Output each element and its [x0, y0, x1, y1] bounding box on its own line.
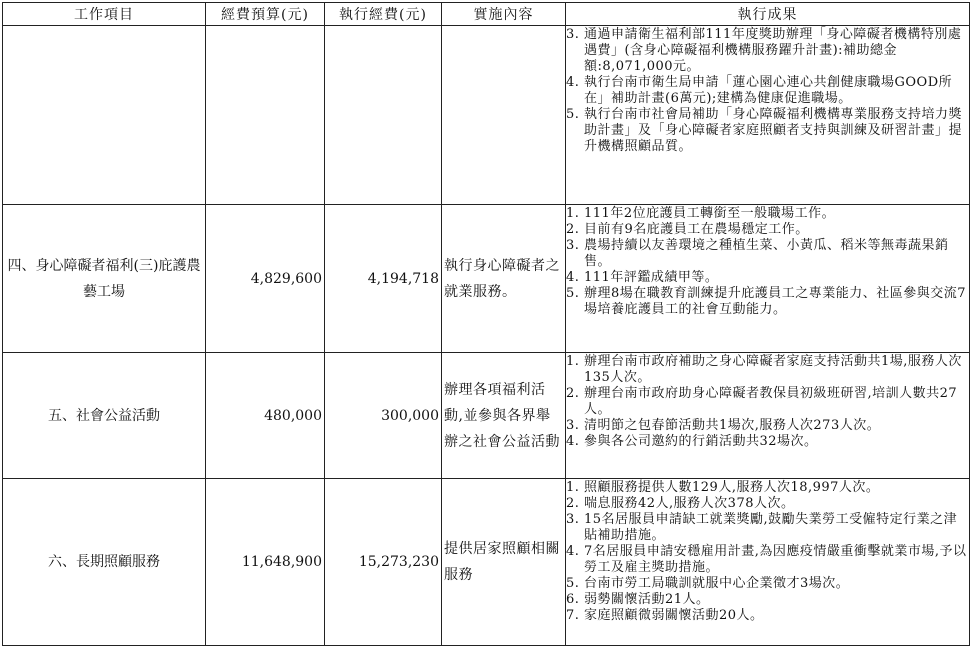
content-cell: 提供居家照顧相關服務	[442, 479, 566, 646]
result-number: 2.	[566, 222, 580, 237]
result-number: 3.	[566, 418, 580, 433]
result-item	[566, 286, 967, 318]
work-item-cell: 五、社會公益活動	[3, 353, 206, 479]
result-text: 通過申請衛生福利部111年度獎助辦理「身心障礙者機構特別處遇費」(含身心障礙福利機構服務躍升計畫):補助總金額:8,071,000元。	[584, 27, 962, 74]
result-number: 3.	[566, 238, 580, 253]
content-cell: 辦理各項福利活動,並參與各界舉辦之社會公益活動	[442, 353, 566, 479]
results-cell	[566, 205, 970, 353]
result-text: 弱勢關懷活動21人。	[584, 592, 710, 607]
result-text: 家庭照顧微弱關懷活動20人。	[584, 608, 764, 623]
result-item	[566, 434, 967, 450]
result-number: 3.	[566, 27, 580, 42]
result-text: 執行台南市衛生局申請「蓮心園心連心共創健康職場GOOD所在」補助計畫(6萬元);建構為健康促進職場。	[584, 75, 953, 106]
result-item	[566, 206, 967, 222]
result-number: 4.	[566, 270, 580, 285]
result-item	[566, 238, 967, 270]
table-row	[3, 479, 970, 646]
result-text: 台南市勞工局職訓就服中心企業徵才3場次。	[584, 576, 850, 591]
result-item	[566, 592, 967, 608]
result-text: 參與各公司邀約的行銷活動共32場次。	[584, 434, 818, 449]
result-number: 5.	[566, 107, 580, 122]
result-item	[566, 418, 967, 434]
result-number: 6.	[566, 592, 580, 607]
work-item-cell: 六、長期照顧服務	[3, 479, 206, 646]
result-text: 清明節之包春節活動共1場次,服務人次273人次。	[584, 418, 881, 433]
table-header-row	[3, 3, 970, 26]
results-cell	[566, 353, 970, 479]
result-text: 辦理台南市政府補助之身心障礙者家庭支持活動共1場,服務人次135人次。	[584, 354, 962, 385]
content-cell: 執行身心障礙者之就業服務。	[442, 205, 566, 353]
result-number: 1.	[566, 354, 580, 369]
result-text: 農場持續以友善環境之種植生菜、小黃瓜、稻米等無毒蔬果銷售。	[584, 238, 949, 269]
result-item	[566, 222, 967, 238]
budget-cell: 11,648,900	[206, 479, 325, 646]
result-text: 照顧服務提供人數129人,服務人次18,997人次。	[584, 480, 880, 495]
result-number: 2.	[566, 496, 580, 511]
result-number: 1.	[566, 480, 580, 495]
result-number: 3.	[566, 512, 580, 527]
header-budget: 經費預算(元)	[206, 3, 325, 26]
result-number: 5.	[566, 576, 580, 591]
spent-cell: 300,000	[325, 353, 442, 479]
table-row	[3, 26, 970, 205]
result-text: 目前有9名庇護員工在農場穩定工作。	[584, 222, 809, 237]
result-number: 4.	[566, 434, 580, 449]
spent-cell: 4,194,718	[325, 205, 442, 353]
result-text: 111年2位庇護員工轉銜至一般職場工作。	[584, 206, 836, 221]
spent-cell	[325, 26, 442, 205]
result-item	[566, 512, 967, 544]
result-number: 7.	[566, 608, 580, 623]
result-item	[566, 576, 967, 592]
header-work-item: 工作項目	[3, 3, 206, 26]
result-item	[566, 608, 967, 624]
budget-cell: 4,829,600	[206, 205, 325, 353]
result-text: 喘息服務42人,服務人次378人次。	[584, 496, 795, 511]
spent-cell: 15,273,230	[325, 479, 442, 646]
result-item	[566, 354, 967, 386]
work-report-table	[2, 2, 970, 646]
results-cell	[566, 26, 970, 205]
result-item	[566, 544, 967, 576]
table-row	[3, 205, 970, 353]
result-item	[566, 386, 967, 418]
result-item	[566, 75, 967, 107]
result-item	[566, 496, 967, 512]
budget-cell: 480,000	[206, 353, 325, 479]
results-cell	[566, 479, 970, 646]
work-item-cell: 四、身心障礙者福利(三)庇護農藝工場	[3, 205, 206, 353]
content-cell	[442, 26, 566, 205]
result-text: 執行台南市社會局補助「身心障礙福利機構專業服務支持培力獎助計畫」及「身心障礙者家庭照顧者支持與訓練及研習計畫」提升機構照顧品質。	[584, 107, 963, 154]
header-results: 執行成果	[566, 3, 970, 26]
header-content: 實施內容	[442, 3, 566, 26]
result-text: 111年評鑑成績甲等。	[584, 270, 719, 285]
result-number: 1.	[566, 206, 580, 221]
table-row	[3, 353, 970, 479]
result-text: 15名居服員申請缺工就業獎勵,鼓勵失業勞工受僱特定行業之津貼補助措施。	[584, 512, 958, 543]
result-number: 5.	[566, 286, 580, 301]
result-item	[566, 270, 967, 286]
header-spent: 執行經費(元)	[325, 3, 442, 26]
budget-cell	[206, 26, 325, 205]
work-item-cell	[3, 26, 206, 205]
result-text: 辦理台南市政府助身心障礙者教保員初級班研習,培訓人數共27人。	[584, 386, 958, 417]
result-text: 7名居服員申請安穩雇用計畫,為因應疫情嚴重衝擊就業市場,予以勞工及雇主獎助措施。	[584, 544, 967, 575]
result-number: 4.	[566, 75, 580, 90]
result-item	[566, 107, 967, 155]
result-number: 4.	[566, 544, 580, 559]
result-number: 2.	[566, 386, 580, 401]
result-item	[566, 27, 967, 75]
result-item	[566, 480, 967, 496]
result-text: 辦理8場在職教育訓練提升庇護員工之專業能力、社區參與交流7場培養庇護員工的社會互動能力。	[584, 286, 967, 317]
